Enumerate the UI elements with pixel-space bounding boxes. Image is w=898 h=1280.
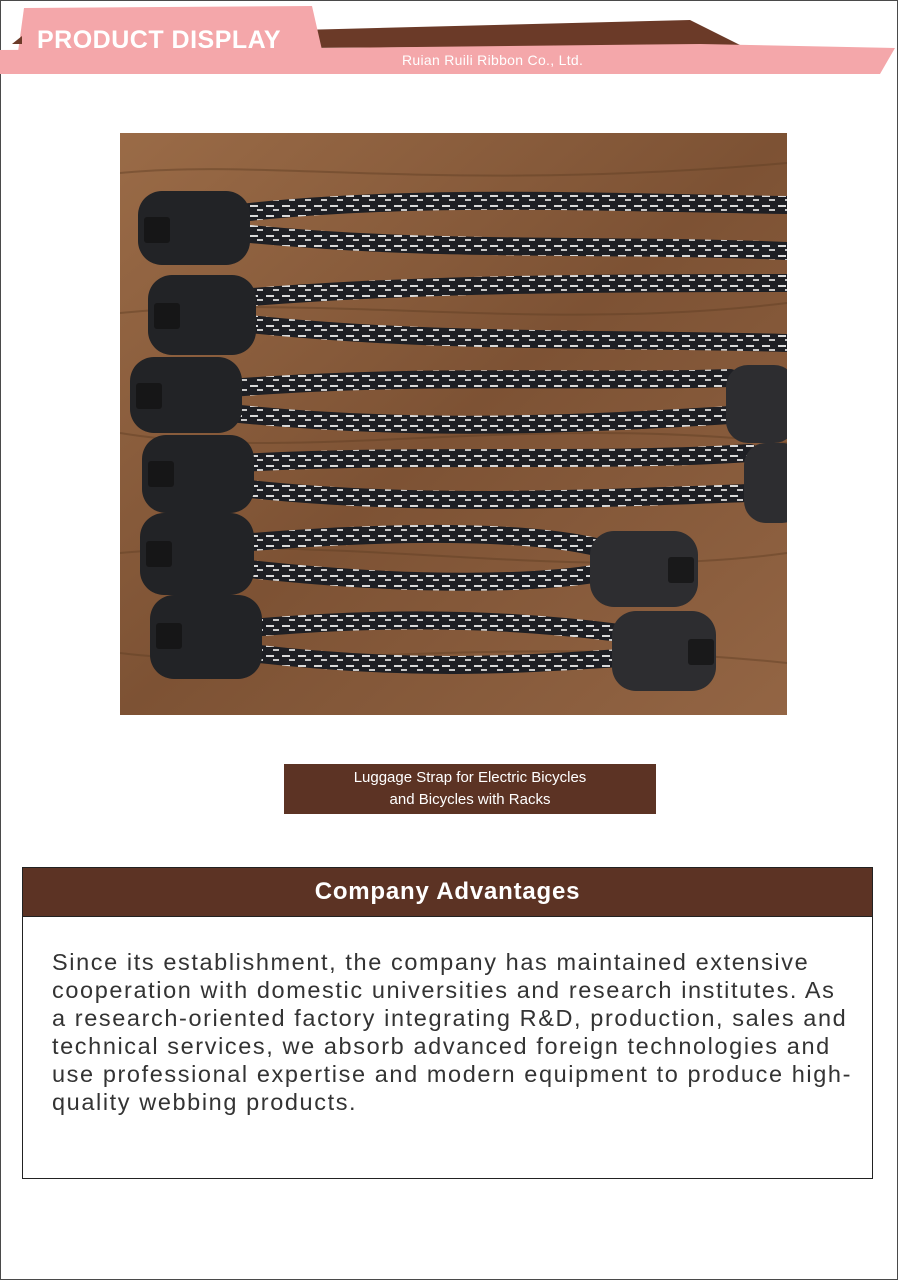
advantages-section	[22, 867, 873, 1179]
product-photo	[120, 133, 787, 715]
page-title: PRODUCT DISPLAY	[37, 26, 282, 54]
company-name: Ruian Ruili Ribbon Co., Ltd.	[402, 52, 584, 68]
caption-line-2: and Bicycles with Racks	[389, 791, 551, 808]
caption-line-1: Luggage Strap for Electric Bicycles	[353, 769, 587, 786]
advantages-body: Since its establishment, the company has maintained extensive cooperation with domestic universities and research institutes. As a research-oriented factory integrating R&D, production, sales and technical services, we absorb advanced foreign technologies and use professional expertise and modern equipment to produce high-quality webbing products.	[52, 949, 852, 1115]
advantages-heading: Company Advantages	[23, 868, 872, 917]
product-caption	[284, 764, 656, 814]
